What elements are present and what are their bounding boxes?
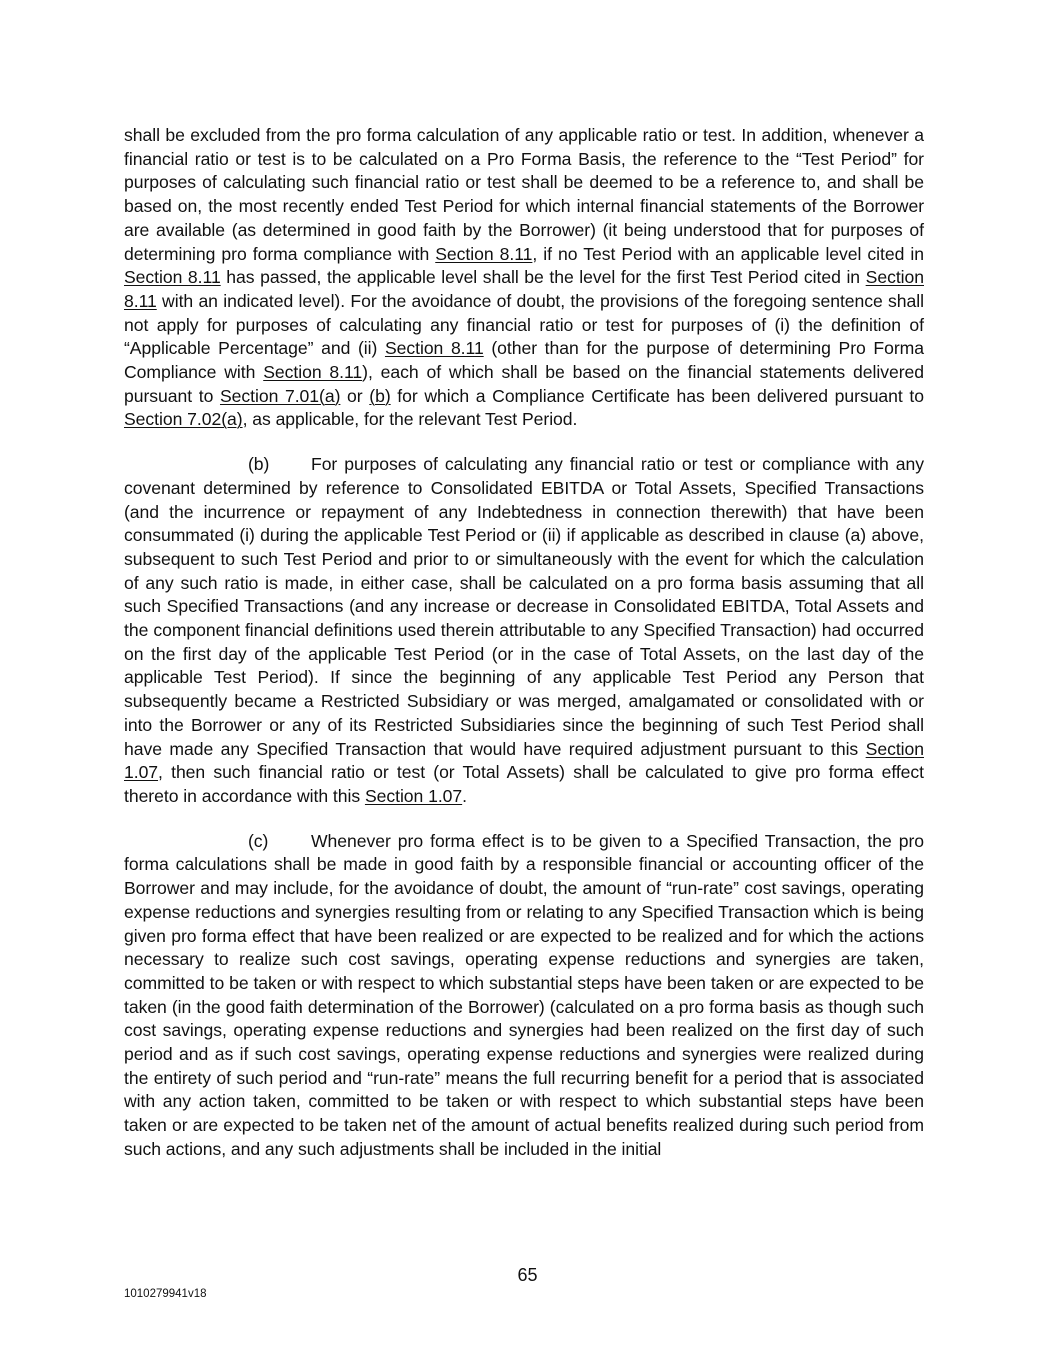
document-body	[124, 124, 924, 1162]
text-run: with an indicated level). For the avoidance of doubt, the provisions of the foregoing sentence shall not apply for purposes of calculating any financial ratio or test for purposes of (i) the definition of “Applicable Percentage” and (ii)	[124, 290, 924, 359]
text-run: .	[462, 785, 467, 806]
text-run: For purposes of calculating any financial ratio or test or compliance with any covenant determined by reference to Consolidated EBITDA or Total Assets, Specified Transactions (and the incurrence or repayment of any Indebtedness in connection therewith) that have been consummated (i) during the applicable Test Period or (ii) if applicable as described in clause (a) above, subsequent to such Test Period and prior to or simultaneously with the event for which the calculation of any such ratio is made, in either case, shall be calculated on a pro forma basis assuming that all such Specified Transactions (and any increase or decrease in Consolidated EBITDA, Total Assets and the component financial definitions used therein attributable to any Specified Transaction) had occurred on the first day of the applicable Test Period (or in the case of Total Assets, on the last day of the applicable Test Period). If since the beginning of any applicable Test Period any Person that subsequently became a Restricted Subsidiary or was merged, amalgamated or consolidated with or into the Borrower or any of its Restricted Subsidiaries since the beginning of such Test Period shall have made any Specified Transaction that would have required adjustment pursuant to this	[124, 454, 924, 759]
text-run: for which a Compliance Certificate has been delivered pursuant to	[390, 385, 924, 406]
text-run: , as applicable, for the relevant Test Period.	[242, 409, 578, 430]
clause-label: (c)	[248, 830, 269, 851]
section-reference: (b)	[369, 385, 391, 406]
section-reference: Section 8.11	[384, 338, 484, 359]
page-number: 65	[517, 1265, 538, 1285]
section-reference: Section 7.01(a)	[219, 385, 341, 406]
text-run: shall be excluded from the pro forma calculation of any applicable ratio or test. In addition, whenever a financial ratio or test is to be calculated on a Pro Forma Basis, the reference to the “Test Period” for purposes of calculating such financial ratio or test shall be deemed to be a reference to, and shall be based on, the most recently ended Test Period for which internal financial statements of the Borrower are available (as determined in good faith by the Borrower) (it being understood that for purposes of determining pro forma compliance with	[124, 125, 924, 264]
text-run: , if no Test Period with an applicable level cited in	[532, 243, 924, 264]
section-reference: Section 8.11	[124, 267, 221, 288]
section-reference: Section 8.11	[435, 243, 533, 264]
text-run: ), each of which shall be based on the financial statements delivered pursuant to	[124, 362, 924, 406]
text-run: has passed, the applicable level shall be the level for the first Test Period cited in	[220, 267, 866, 288]
paragraph-continuation	[124, 124, 924, 432]
text-run: or	[340, 385, 370, 406]
section-reference: Section 8.11	[124, 267, 924, 311]
text-run: , then such financial ratio or test (or Total Assets) shall be calculated to give pro forma effect thereto in accordance with this	[124, 762, 924, 806]
text-run: Whenever pro forma effect is to be given to a Specified Transaction, the pro forma calculations shall be made in good faith by a responsible financial or accounting officer of the Borrower and may include, for the avoidance of doubt, the amount of “run-rate” cost savings, operating expense reductions and synergies resulting from or relating to any Specified Transaction which is being given pro forma effect that have been realized or are expected to be realized and for which the actions necessary to realize such cost savings, operating expense reductions and synergies are taken, committed to be taken or with respect to which substantial steps have been taken or are expected to be taken (in the good faith determination of the Borrower) (calculated on a pro forma basis as though such cost savings, operating expense reductions and synergies had been realized on the first day of such period and as if such cost savings, operating expense reductions and synergies were realized during the entirety of such period and “run-rate” means the full recurring benefit for a period that is associated with any action taken, committed to be taken or with respect to which substantial steps have been taken or are expected to be taken net of the amount of actual benefits realized during such period from such actions, and any such adjustments shall be included in the initial	[124, 830, 924, 1159]
section-reference: Section 1.07	[124, 738, 924, 783]
section-reference: Section 1.07	[364, 785, 463, 806]
text-run: (other than for the purpose of determining Pro Forma Compliance with	[124, 338, 924, 383]
paragraph-c	[124, 830, 924, 1162]
paragraph-b	[124, 453, 924, 809]
section-reference: Section 8.11	[263, 362, 363, 383]
clause-label: (b)	[248, 454, 270, 475]
section-reference: Section 7.02(a)	[124, 409, 243, 430]
document-id: 1010279941v18	[124, 1288, 207, 1300]
